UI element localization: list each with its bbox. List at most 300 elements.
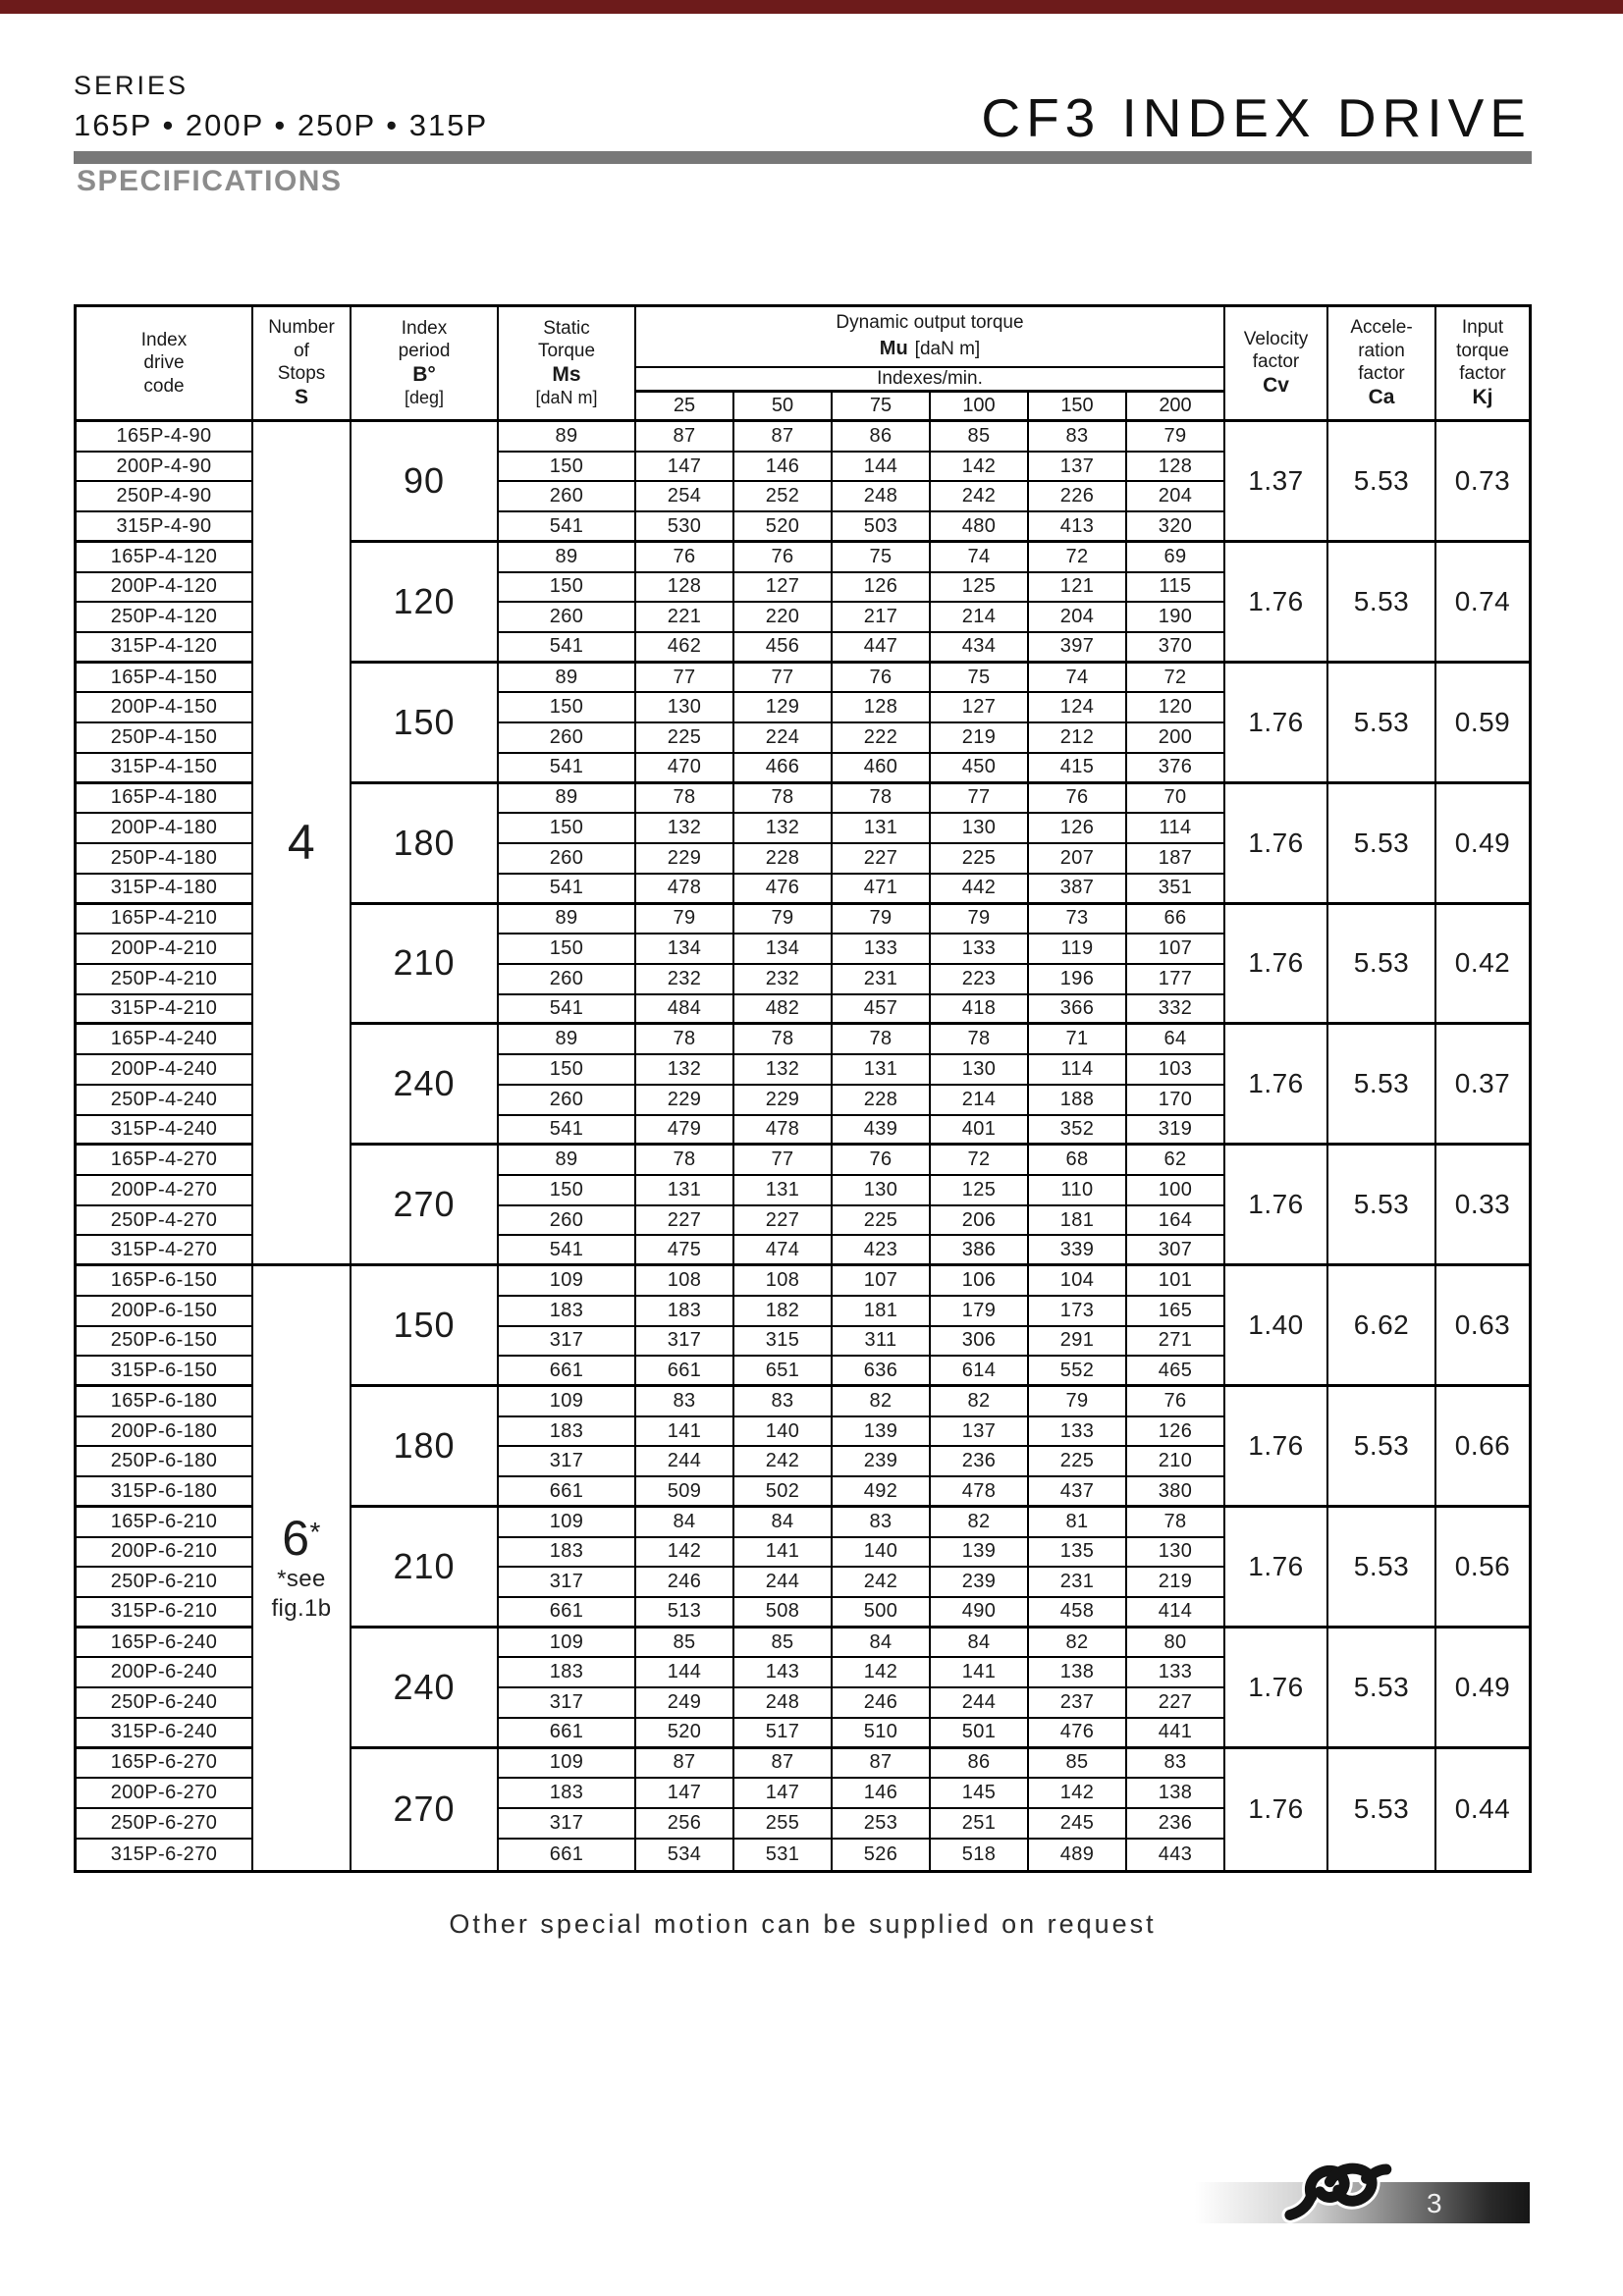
cell-mu: 492 <box>833 1477 931 1508</box>
cell-kj: 0.73 <box>1436 422 1529 543</box>
cell-ms: 109 <box>499 1387 636 1417</box>
cell-mu: 75 <box>833 543 931 573</box>
cell-mu: 84 <box>734 1508 833 1538</box>
cell-mu: 72 <box>931 1146 1029 1176</box>
cell-mu: 232 <box>636 965 734 995</box>
cell-mu: 450 <box>931 754 1029 784</box>
cell-mu: 196 <box>1029 965 1127 995</box>
cell-mu: 164 <box>1127 1206 1225 1237</box>
header-line: torque <box>1456 340 1509 361</box>
cell-mu: 142 <box>931 453 1029 483</box>
cell-mu: 78 <box>734 1025 833 1055</box>
cell-kj: 0.66 <box>1436 1387 1529 1508</box>
cell-mu: 130 <box>931 814 1029 844</box>
cell-ca: 5.53 <box>1328 1508 1436 1629</box>
cell-mu: 170 <box>1127 1086 1225 1116</box>
cell-mu: 376 <box>1127 754 1225 784</box>
cell-mu: 77 <box>636 664 734 694</box>
cell-mu: 77 <box>734 664 833 694</box>
cell-ms: 317 <box>499 1447 636 1477</box>
cell-ms: 150 <box>499 1055 636 1086</box>
cell-ms: 183 <box>499 1417 636 1448</box>
cell-cv: 1.76 <box>1225 543 1328 664</box>
cell-mu: 225 <box>833 1206 931 1237</box>
header-index-columns <box>636 393 1223 419</box>
cell-cv: 1.76 <box>1225 1387 1328 1508</box>
cell-mu: 317 <box>636 1327 734 1358</box>
cell-mu: 68 <box>1029 1146 1127 1176</box>
cell-mu: 252 <box>734 482 833 512</box>
header-index-drive-code <box>77 307 253 419</box>
cell-mu: 484 <box>636 995 734 1026</box>
cell-ca: 5.53 <box>1328 664 1436 784</box>
cell-ms: 541 <box>499 754 636 784</box>
cell-cv: 1.76 <box>1225 1146 1328 1266</box>
section-title: SPECIFICATIONS <box>77 165 343 197</box>
cell-stops <box>253 1266 352 1869</box>
cell-mu: 82 <box>833 1387 931 1417</box>
header-line: Stops <box>277 362 326 384</box>
cell-mu: 248 <box>833 482 931 512</box>
cell-mu: 256 <box>636 1809 734 1840</box>
header-line: period <box>398 341 451 362</box>
masthead-rule <box>74 151 1532 164</box>
cell-mu: 236 <box>931 1447 1029 1477</box>
cell-ms: 109 <box>499 1266 636 1297</box>
cell-cv: 1.76 <box>1225 1508 1328 1629</box>
cell-code: 250P-6-150 <box>77 1327 253 1358</box>
cell-mu: 311 <box>833 1327 931 1358</box>
cell-mu: 526 <box>833 1840 931 1870</box>
cell-ca: 5.53 <box>1328 1146 1436 1266</box>
header-index-period <box>352 307 499 419</box>
dynamic-torque-label: Dynamic output torque <box>836 312 1024 334</box>
cell-mu: 319 <box>1127 1116 1225 1147</box>
cell-mu: 351 <box>1127 875 1225 905</box>
cell-mu: 227 <box>636 1206 734 1237</box>
cell-ms: 109 <box>499 1508 636 1538</box>
header-line: Input <box>1461 317 1504 339</box>
cell-mu: 239 <box>931 1568 1029 1598</box>
cell-mu: 501 <box>931 1719 1029 1749</box>
cell-mu: 78 <box>931 1025 1029 1055</box>
cell-mu: 78 <box>833 1025 931 1055</box>
cell-period: 150 <box>352 664 499 784</box>
cell-kj: 0.37 <box>1436 1025 1529 1146</box>
cell-mu: 227 <box>833 844 931 875</box>
cell-period: 180 <box>352 784 499 905</box>
cell-ms: 541 <box>499 512 636 543</box>
cell-mu: 145 <box>931 1779 1029 1809</box>
cell-mu: 244 <box>636 1447 734 1477</box>
cell-mu: 219 <box>931 723 1029 754</box>
cell-ms: 109 <box>499 1749 636 1780</box>
cell-mu: 126 <box>833 573 931 604</box>
cell-mu: 130 <box>833 1176 931 1206</box>
cell-ms: 661 <box>499 1598 636 1629</box>
cell-ms: 150 <box>499 453 636 483</box>
stops-note: *see <box>277 1565 326 1592</box>
cell-mu: 231 <box>1029 1568 1127 1598</box>
cell-mu: 107 <box>1127 934 1225 965</box>
header-line: ration <box>1358 340 1405 361</box>
cell-mu: 552 <box>1029 1357 1127 1387</box>
cell-mu: 130 <box>636 693 734 723</box>
cell-mu: 74 <box>1029 664 1127 694</box>
cell-mu: 204 <box>1029 603 1127 633</box>
cell-mu: 140 <box>833 1538 931 1569</box>
cell-mu: 126 <box>1127 1417 1225 1448</box>
cell-mu: 482 <box>734 995 833 1026</box>
cell-mu: 79 <box>636 905 734 935</box>
cell-mu: 518 <box>931 1840 1029 1870</box>
cell-cv: 1.40 <box>1225 1266 1328 1387</box>
cell-code: 315P-4-240 <box>77 1116 253 1147</box>
cell-mu: 137 <box>931 1417 1029 1448</box>
cell-kj: 0.63 <box>1436 1266 1529 1387</box>
masthead <box>74 71 1532 164</box>
cell-mu: 85 <box>931 422 1029 453</box>
cell-mu: 182 <box>734 1297 833 1327</box>
cell-mu: 220 <box>734 603 833 633</box>
cell-mu: 114 <box>1127 814 1225 844</box>
cell-mu: 207 <box>1029 844 1127 875</box>
cell-ms: 109 <box>499 1629 636 1659</box>
header-line: S <box>294 385 308 408</box>
cell-mu: 386 <box>931 1236 1029 1266</box>
cell-mu: 79 <box>833 905 931 935</box>
header-line: code <box>143 375 185 397</box>
cell-mu: 79 <box>734 905 833 935</box>
cell-ca: 5.53 <box>1328 1025 1436 1146</box>
cell-mu: 75 <box>931 664 1029 694</box>
cell-mu: 141 <box>931 1658 1029 1688</box>
cell-ms: 541 <box>499 995 636 1026</box>
cell-ms: 89 <box>499 664 636 694</box>
cell-code: 165P-6-240 <box>77 1629 253 1659</box>
cell-ms: 150 <box>499 934 636 965</box>
cell-mu: 190 <box>1127 603 1225 633</box>
cell-mu: 413 <box>1029 512 1127 543</box>
cell-mu: 77 <box>931 784 1029 815</box>
stops-value: 4 <box>287 815 316 871</box>
cell-mu: 181 <box>833 1297 931 1327</box>
cell-mu: 462 <box>636 633 734 664</box>
cell-mu: 126 <box>1029 814 1127 844</box>
cell-mu: 147 <box>636 453 734 483</box>
top-accent-bar <box>0 0 1623 14</box>
cell-ms: 541 <box>499 1116 636 1147</box>
header-index-column: 50 <box>734 393 833 419</box>
cell-mu: 83 <box>636 1387 734 1417</box>
cell-ca: 6.62 <box>1328 1266 1436 1387</box>
cell-code: 165P-6-180 <box>77 1387 253 1417</box>
cell-mu: 144 <box>636 1658 734 1688</box>
cell-mu: 83 <box>1127 1749 1225 1780</box>
cell-code: 165P-4-90 <box>77 422 253 453</box>
cell-mu: 76 <box>833 664 931 694</box>
cell-mu: 222 <box>833 723 931 754</box>
header-line: Torque <box>537 341 596 362</box>
cell-mu: 530 <box>636 512 734 543</box>
cell-ca: 5.53 <box>1328 905 1436 1026</box>
header-line: Accele- <box>1350 317 1413 339</box>
cell-code: 315P-6-210 <box>77 1598 253 1629</box>
cell-mu: 78 <box>833 784 931 815</box>
cell-mu: 144 <box>833 453 931 483</box>
cell-mu: 253 <box>833 1809 931 1840</box>
header-static-torque <box>499 307 636 419</box>
cell-mu: 72 <box>1127 664 1225 694</box>
cell-period: 120 <box>352 543 499 664</box>
cell-code: 250P-4-270 <box>77 1206 253 1237</box>
cell-mu: 82 <box>931 1508 1029 1538</box>
cell-mu: 83 <box>734 1387 833 1417</box>
cell-mu: 87 <box>636 1749 734 1780</box>
cell-mu: 291 <box>1029 1327 1127 1358</box>
cell-code: 250P-6-180 <box>77 1447 253 1477</box>
cell-mu: 187 <box>1127 844 1225 875</box>
cell-cv: 1.76 <box>1225 905 1328 1026</box>
cell-mu: 457 <box>833 995 931 1026</box>
cell-mu: 147 <box>734 1779 833 1809</box>
cell-mu: 103 <box>1127 1055 1225 1086</box>
header-index-column: 25 <box>636 393 734 419</box>
cell-ms: 183 <box>499 1779 636 1809</box>
cell-mu: 228 <box>734 844 833 875</box>
cell-mu: 249 <box>636 1688 734 1719</box>
cell-mu: 78 <box>636 1146 734 1176</box>
cell-mu: 531 <box>734 1840 833 1870</box>
cell-mu: 131 <box>833 814 931 844</box>
header-dynamic-output-torque <box>636 307 1225 419</box>
cell-mu: 125 <box>931 573 1029 604</box>
cell-ms: 89 <box>499 543 636 573</box>
cell-ms: 661 <box>499 1719 636 1749</box>
cell-mu: 439 <box>833 1116 931 1147</box>
cell-mu: 143 <box>734 1658 833 1688</box>
cell-period: 90 <box>352 422 499 543</box>
cell-code: 165P-6-150 <box>77 1266 253 1297</box>
cell-ms: 541 <box>499 1236 636 1266</box>
header-line: of <box>294 340 309 361</box>
cell-mu: 474 <box>734 1236 833 1266</box>
cell-mu: 225 <box>636 723 734 754</box>
cell-stops <box>253 422 352 1266</box>
cell-mu: 228 <box>833 1086 931 1116</box>
footnote: Other special motion can be supplied on request <box>449 1909 1157 1939</box>
cell-mu: 206 <box>931 1206 1029 1237</box>
cell-mu: 441 <box>1127 1719 1225 1749</box>
cell-code: 200P-4-150 <box>77 693 253 723</box>
cell-code: 315P-6-240 <box>77 1719 253 1749</box>
cell-mu: 139 <box>833 1417 931 1448</box>
cell-mu: 315 <box>734 1327 833 1358</box>
cell-code: 250P-4-90 <box>77 482 253 512</box>
cell-mu: 78 <box>1127 1508 1225 1538</box>
header-input-torque-factor <box>1436 307 1529 419</box>
cell-mu: 128 <box>833 693 931 723</box>
cell-mu: 332 <box>1127 995 1225 1026</box>
cell-mu: 83 <box>1029 422 1127 453</box>
cell-kj: 0.33 <box>1436 1146 1529 1266</box>
cell-ms: 260 <box>499 844 636 875</box>
cell-mu: 244 <box>931 1688 1029 1719</box>
page-title: CF3 INDEX DRIVE <box>981 86 1532 148</box>
cell-mu: 520 <box>636 1719 734 1749</box>
cell-mu: 84 <box>636 1508 734 1538</box>
cell-ms: 260 <box>499 1206 636 1237</box>
table-header <box>77 307 1529 422</box>
cell-code: 165P-6-210 <box>77 1508 253 1538</box>
cell-code: 200P-6-210 <box>77 1538 253 1569</box>
cell-mu: 132 <box>734 1055 833 1086</box>
cell-kj: 0.44 <box>1454 1793 1511 1825</box>
cell-mu: 124 <box>1029 693 1127 723</box>
cell-mu: 128 <box>636 573 734 604</box>
cell-mu: 456 <box>734 633 833 664</box>
cell-ms: 317 <box>499 1809 636 1840</box>
cell-mu: 81 <box>1029 1508 1127 1538</box>
cell-mu: 248 <box>734 1688 833 1719</box>
cell-mu: 244 <box>734 1568 833 1598</box>
cell-mu: 133 <box>833 934 931 965</box>
header-dynamic-title <box>636 307 1223 368</box>
cell-mu: 246 <box>636 1568 734 1598</box>
cell-mu: 127 <box>734 573 833 604</box>
cell-mu: 225 <box>1029 1447 1127 1477</box>
cell-mu: 177 <box>1127 965 1225 995</box>
cell-mu: 120 <box>1127 693 1225 723</box>
series-block <box>74 71 488 143</box>
cell-code: 250P-6-210 <box>77 1568 253 1598</box>
cell-mu: 128 <box>1127 453 1225 483</box>
cell-cv: 1.76 <box>1225 1025 1328 1146</box>
stops-note: fig.1b <box>271 1594 332 1622</box>
cell-mu: 232 <box>734 965 833 995</box>
cell-mu: 242 <box>931 482 1029 512</box>
cell-code: 165P-4-150 <box>77 664 253 694</box>
cell-ms: 150 <box>499 693 636 723</box>
cell-mu: 108 <box>734 1266 833 1297</box>
cell-ms: 89 <box>499 422 636 453</box>
cell-ms: 260 <box>499 723 636 754</box>
cell-mu: 107 <box>833 1266 931 1297</box>
cell-mu: 200 <box>1127 723 1225 754</box>
cell-mu: 104 <box>1029 1266 1127 1297</box>
cell-code: 200P-6-180 <box>77 1417 253 1448</box>
header-line: Number <box>268 317 335 339</box>
cell-ca: 5.53 <box>1328 1749 1436 1870</box>
cell-cv: 1.76 <box>1225 1749 1328 1870</box>
cell-mu: 188 <box>1029 1086 1127 1116</box>
header-line: [deg] <box>404 388 445 407</box>
cell-mu: 147 <box>636 1779 734 1809</box>
cell-ms: 89 <box>499 905 636 935</box>
cell-mu: 115 <box>1127 573 1225 604</box>
cell-mu: 78 <box>636 784 734 815</box>
cell-mu: 478 <box>636 875 734 905</box>
cell-period: 270 <box>352 1749 499 1870</box>
cell-mu: 466 <box>734 754 833 784</box>
cell-mu: 84 <box>833 1629 931 1659</box>
cell-mu: 134 <box>636 934 734 965</box>
cell-mu: 255 <box>734 1809 833 1840</box>
cell-mu: 443 <box>1127 1840 1225 1870</box>
cell-mu: 480 <box>931 512 1029 543</box>
cell-code: 250P-6-240 <box>77 1688 253 1719</box>
cell-code: 315P-4-150 <box>77 754 253 784</box>
cell-mu: 87 <box>734 422 833 453</box>
cell-mu: 223 <box>931 965 1029 995</box>
cell-kj: 0.56 <box>1436 1508 1529 1629</box>
cell-kj: 0.49 <box>1436 1629 1529 1749</box>
cell-mu: 470 <box>636 754 734 784</box>
cell-mu: 139 <box>931 1538 1029 1569</box>
cell-ms: 260 <box>499 1086 636 1116</box>
cell-mu: 108 <box>636 1266 734 1297</box>
cell-mu: 132 <box>636 1055 734 1086</box>
header-index-column: 100 <box>931 393 1029 419</box>
cell-mu: 478 <box>734 1116 833 1147</box>
cell-mu: 70 <box>1127 784 1225 815</box>
dynamic-torque-unit: Mu [daN m] <box>879 338 981 359</box>
cell-mu: 100 <box>1127 1176 1225 1206</box>
header-line: drive <box>143 352 185 374</box>
cell-kj: 0.59 <box>1436 664 1529 784</box>
cell-ms: 150 <box>499 573 636 604</box>
cell-mu: 142 <box>636 1538 734 1569</box>
cell-mu: 437 <box>1029 1477 1127 1508</box>
cell-mu: 125 <box>931 1176 1029 1206</box>
cell-mu: 415 <box>1029 754 1127 784</box>
cell-mu: 442 <box>931 875 1029 905</box>
cell-mu: 339 <box>1029 1236 1127 1266</box>
cell-mu: 77 <box>734 1146 833 1176</box>
cell-mu: 69 <box>1127 543 1225 573</box>
cell-mu: 418 <box>931 995 1029 1026</box>
cell-mu: 83 <box>833 1508 931 1538</box>
cell-mu: 179 <box>931 1297 1029 1327</box>
cell-mu: 74 <box>931 543 1029 573</box>
cell-mu: 636 <box>833 1357 931 1387</box>
cell-mu: 173 <box>1029 1297 1127 1327</box>
cell-mu: 242 <box>734 1447 833 1477</box>
cell-mu: 76 <box>1029 784 1127 815</box>
cell-code: 165P-4-240 <box>77 1025 253 1055</box>
cell-ms: 317 <box>499 1688 636 1719</box>
cell-code: 165P-4-210 <box>77 905 253 935</box>
cell-mu: 245 <box>1029 1809 1127 1840</box>
cell-mu: 72 <box>1029 543 1127 573</box>
header-number-of-stops <box>253 307 352 419</box>
cell-mu: 127 <box>931 693 1029 723</box>
cell-mu: 210 <box>1127 1447 1225 1477</box>
cell-mu: 79 <box>1029 1387 1127 1417</box>
cell-kj: 0.49 <box>1436 784 1529 905</box>
cell-mu: 101 <box>1127 1266 1225 1297</box>
cell-period: 150 <box>352 1266 499 1387</box>
cell-mu: 397 <box>1029 633 1127 664</box>
cell-mu: 76 <box>734 543 833 573</box>
header-line: Ca <box>1368 385 1395 408</box>
cell-ca: 5.53 <box>1328 784 1436 905</box>
header-line: Kj <box>1472 385 1493 408</box>
cell-code: 315P-6-150 <box>77 1357 253 1387</box>
cell-mu: 490 <box>931 1598 1029 1629</box>
cell-mu: 320 <box>1127 512 1225 543</box>
cell-mu: 146 <box>833 1779 931 1809</box>
